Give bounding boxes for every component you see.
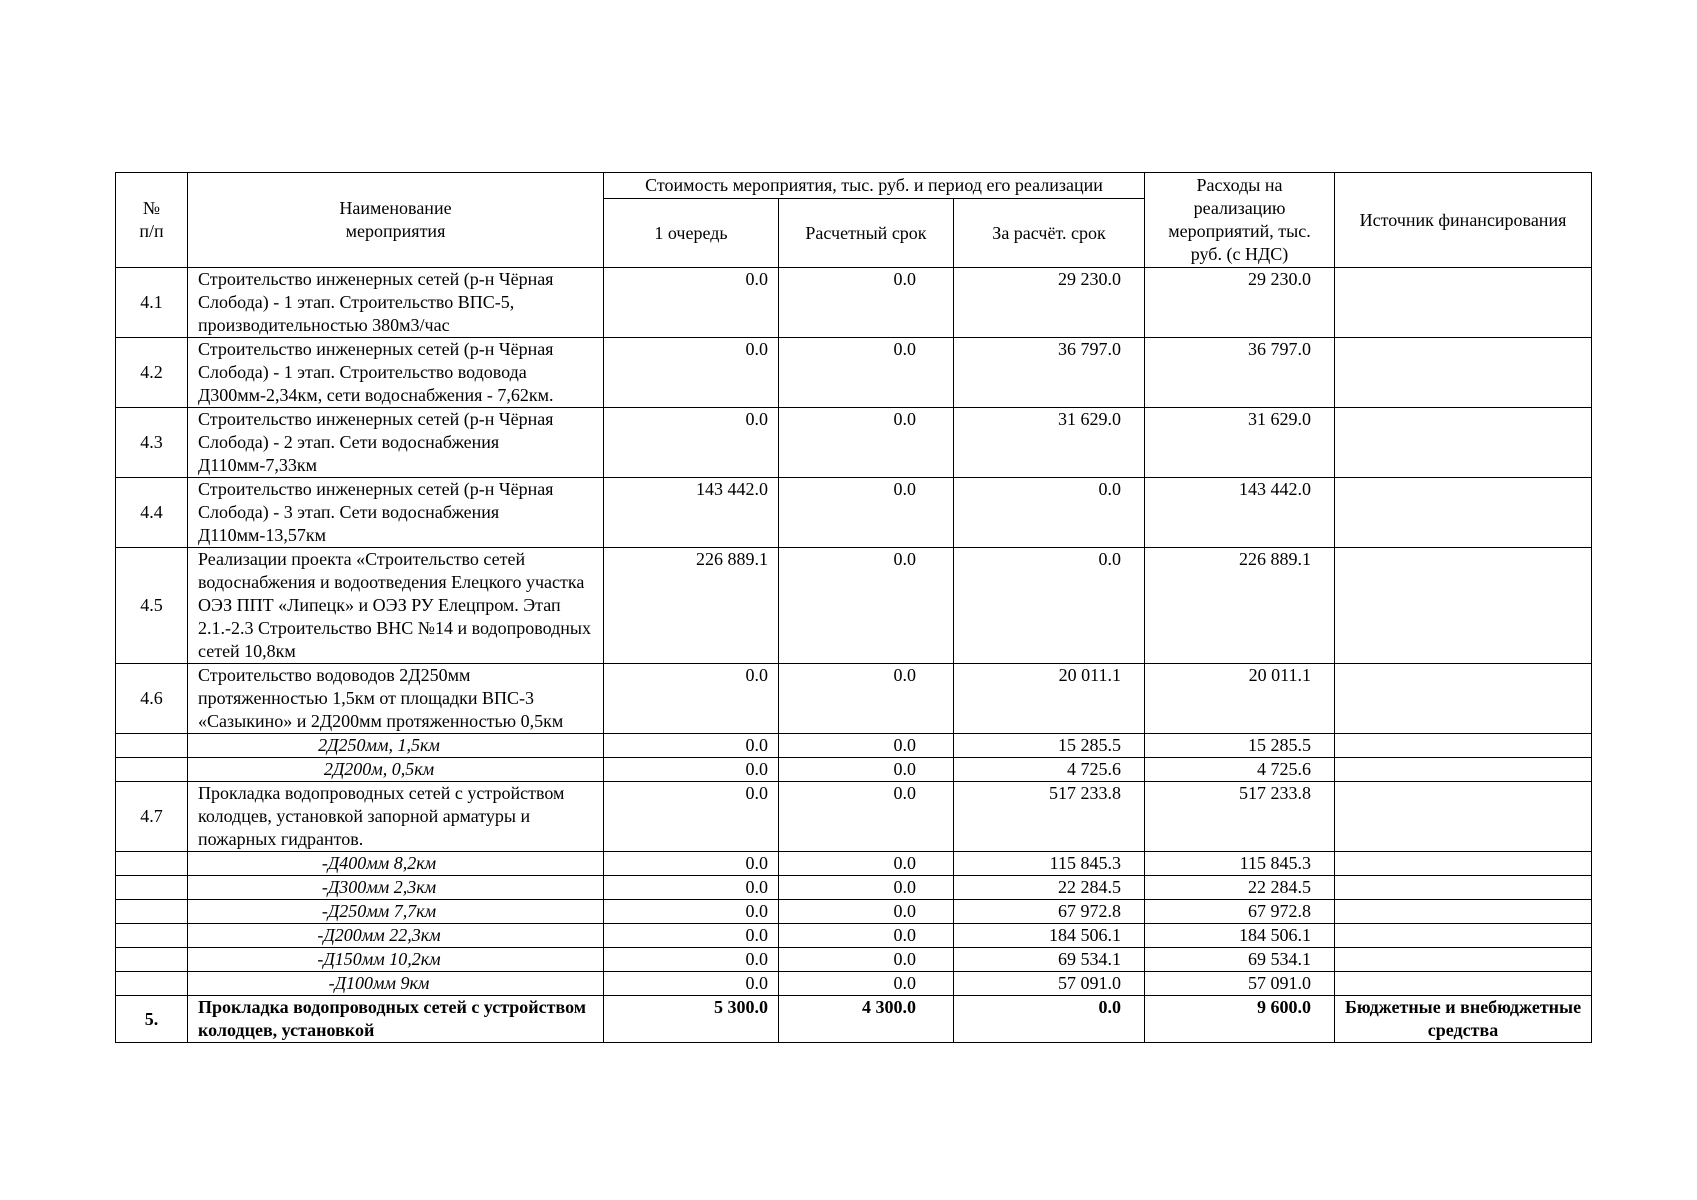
row-source [1335,338,1592,408]
row-name: Строительство водоводов 2Д250мм протяженностью 1,5км от площадки ВПС-3 «Сазыкино» и 2Д200мм протяженностью 0,5км [188,664,604,734]
row-subitem-name: -Д150мм 10,2км [188,948,604,972]
table-row [116,338,1592,408]
row-expenses-value: 9 600.0 [1145,996,1335,1043]
row-source [1335,408,1592,478]
row-total-period-value: 15 285.5 [954,734,1145,758]
row-estimated-value: 0.0 [779,852,954,876]
row-number [116,758,188,782]
row-total-period-value: 67 972.8 [954,900,1145,924]
row-expenses-value: 15 285.5 [1145,734,1335,758]
table-row [116,408,1592,478]
row-name: Строительство инженерных сетей (р-н Чёрная Слобода) - 1 этап. Строительство ВПС-5, производительностью 380м3/час [188,268,604,338]
row-source [1335,734,1592,758]
row-name: Прокладка водопроводных сетей с устройством колодцев, установкой запорной арматуры и пожарных гидрантов. [188,782,604,852]
header-number: № п/п [116,173,188,268]
row-name: Строительство инженерных сетей (р-н Чёрная Слобода) - 2 этап. Сети водоснабжения Д110мм-7,33км [188,408,604,478]
row-number [116,852,188,876]
row-source [1335,924,1592,948]
row-expenses-value: 57 091.0 [1145,972,1335,996]
row-estimated-value: 0.0 [779,924,954,948]
row-number: 4.5 [116,548,188,664]
row-number: 4.4 [116,478,188,548]
row-source [1335,972,1592,996]
row-number: 5. [116,996,188,1043]
row-total-period-value: 184 506.1 [954,924,1145,948]
table-row [116,478,1592,548]
table-row [116,996,1592,1043]
row-total-period-value: 20 011.1 [954,664,1145,734]
row-total-period-value: 29 230.0 [954,268,1145,338]
row-source [1335,758,1592,782]
row-estimated-value: 0.0 [779,338,954,408]
header-estimated: Расчетный срок [779,199,954,268]
table-row [116,900,1592,924]
header-name: Наименование мероприятия [188,173,604,268]
row-expenses-value: 29 230.0 [1145,268,1335,338]
row-source [1335,852,1592,876]
row-estimated-value: 0.0 [779,664,954,734]
row-total-period-value: 22 284.5 [954,876,1145,900]
row-expenses-value: 4 725.6 [1145,758,1335,782]
row-subitem-name: -Д300мм 2,3км [188,876,604,900]
row-total-period-value: 36 797.0 [954,338,1145,408]
row-number [116,734,188,758]
row-source: Бюджетные и внебюджетные средства [1335,996,1592,1043]
row-estimated-value: 0.0 [779,782,954,852]
table-row [116,664,1592,734]
row-estimated-value: 0.0 [779,734,954,758]
header-total-period: За расчёт. срок [954,199,1145,268]
row-estimated-value: 0.0 [779,478,954,548]
row-estimated-value: 0.0 [779,876,954,900]
row-stage1-value: 0.0 [604,268,779,338]
row-source [1335,268,1592,338]
row-expenses-value: 67 972.8 [1145,900,1335,924]
row-source [1335,478,1592,548]
row-total-period-value: 0.0 [954,548,1145,664]
row-number: 4.2 [116,338,188,408]
table-row [116,782,1592,852]
header-expenses: Расходы на реализацию мероприятий, тыс. руб. (с НДС) [1145,173,1335,268]
header-source: Источник финансирования [1335,173,1592,268]
table-row [116,268,1592,338]
row-stage1-value: 0.0 [604,408,779,478]
row-total-period-value: 4 725.6 [954,758,1145,782]
row-estimated-value: 0.0 [779,948,954,972]
row-stage1-value: 0.0 [604,924,779,948]
row-estimated-value: 0.0 [779,758,954,782]
row-number [116,900,188,924]
header-cost-group: Стоимость мероприятия, тыс. руб. и период его реализации [604,173,1145,199]
row-stage1-value: 0.0 [604,948,779,972]
row-stage1-value: 0.0 [604,876,779,900]
row-number: 4.6 [116,664,188,734]
header-stage1: 1 очередь [604,199,779,268]
table-row [116,972,1592,996]
row-expenses-value: 69 534.1 [1145,948,1335,972]
row-total-period-value: 57 091.0 [954,972,1145,996]
row-expenses-value: 517 233.8 [1145,782,1335,852]
row-total-period-value: 0.0 [954,478,1145,548]
row-estimated-value: 0.0 [779,268,954,338]
row-estimated-value: 0.0 [779,972,954,996]
row-subitem-name: 2Д200м, 0,5км [188,758,604,782]
row-stage1-value: 0.0 [604,338,779,408]
row-source [1335,876,1592,900]
row-total-period-value: 517 233.8 [954,782,1145,852]
row-subitem-name: -Д250мм 7,7км [188,900,604,924]
row-expenses-value: 226 889.1 [1145,548,1335,664]
table-row [116,734,1592,758]
row-estimated-value: 0.0 [779,408,954,478]
table-body [116,173,1592,1043]
row-subitem-name: -Д100мм 9км [188,972,604,996]
row-number [116,924,188,948]
row-number: 4.1 [116,268,188,338]
row-stage1-value: 0.0 [604,664,779,734]
row-name: Строительство инженерных сетей (р-н Чёрная Слобода) - 1 этап. Строительство водовода Д300мм-2,34км, сети водоснабжения - 7,62км. [188,338,604,408]
row-subitem-name: -Д400мм 8,2км [188,852,604,876]
row-expenses-value: 184 506.1 [1145,924,1335,948]
row-subitem-name: -Д200мм 22,3км [188,924,604,948]
row-stage1-value: 0.0 [604,972,779,996]
row-stage1-value: 143 442.0 [604,478,779,548]
row-estimated-value: 0.0 [779,548,954,664]
row-expenses-value: 22 284.5 [1145,876,1335,900]
row-source [1335,782,1592,852]
row-estimated-value: 0.0 [779,900,954,924]
row-stage1-value: 0.0 [604,734,779,758]
row-stage1-value: 0.0 [604,900,779,924]
row-name: Строительство инженерных сетей (р-н Чёрная Слобода) - 3 этап. Сети водоснабжения Д110мм-13,57км [188,478,604,548]
row-expenses-value: 36 797.0 [1145,338,1335,408]
table-row [116,924,1592,948]
row-expenses-value: 115 845.3 [1145,852,1335,876]
row-number: 4.3 [116,408,188,478]
row-name: Прокладка водопроводных сетей с устройством колодцев, установкой [188,996,604,1043]
table-row [116,548,1592,664]
row-source [1335,948,1592,972]
row-estimated-value: 4 300.0 [779,996,954,1043]
row-source [1335,900,1592,924]
row-stage1-value: 226 889.1 [604,548,779,664]
row-total-period-value: 31 629.0 [954,408,1145,478]
row-expenses-value: 143 442.0 [1145,478,1335,548]
row-total-period-value: 0.0 [954,996,1145,1043]
row-source [1335,664,1592,734]
row-number [116,948,188,972]
row-number: 4.7 [116,782,188,852]
row-stage1-value: 0.0 [604,758,779,782]
row-expenses-value: 31 629.0 [1145,408,1335,478]
investment-table [115,172,1592,1043]
row-source [1335,548,1592,664]
row-stage1-value: 0.0 [604,852,779,876]
row-number [116,876,188,900]
table-row [116,758,1592,782]
header-row [116,173,1592,199]
table-row [116,852,1592,876]
row-expenses-value: 20 011.1 [1145,664,1335,734]
row-stage1-value: 5 300.0 [604,996,779,1043]
row-number [116,972,188,996]
table-row [116,948,1592,972]
row-stage1-value: 0.0 [604,782,779,852]
row-name: Реализации проекта «Строительство сетей водоснабжения и водоотведения Елецкого участка ОЭЗ ППТ «Липецк» и ОЭЗ РУ Елецпром. Этап 2.1.-2.3 Строительство ВНС №14 и водопроводных сетей 10,8км [188,548,604,664]
table-row [116,876,1592,900]
row-total-period-value: 115 845.3 [954,852,1145,876]
row-total-period-value: 69 534.1 [954,948,1145,972]
row-subitem-name: 2Д250мм, 1,5км [188,734,604,758]
